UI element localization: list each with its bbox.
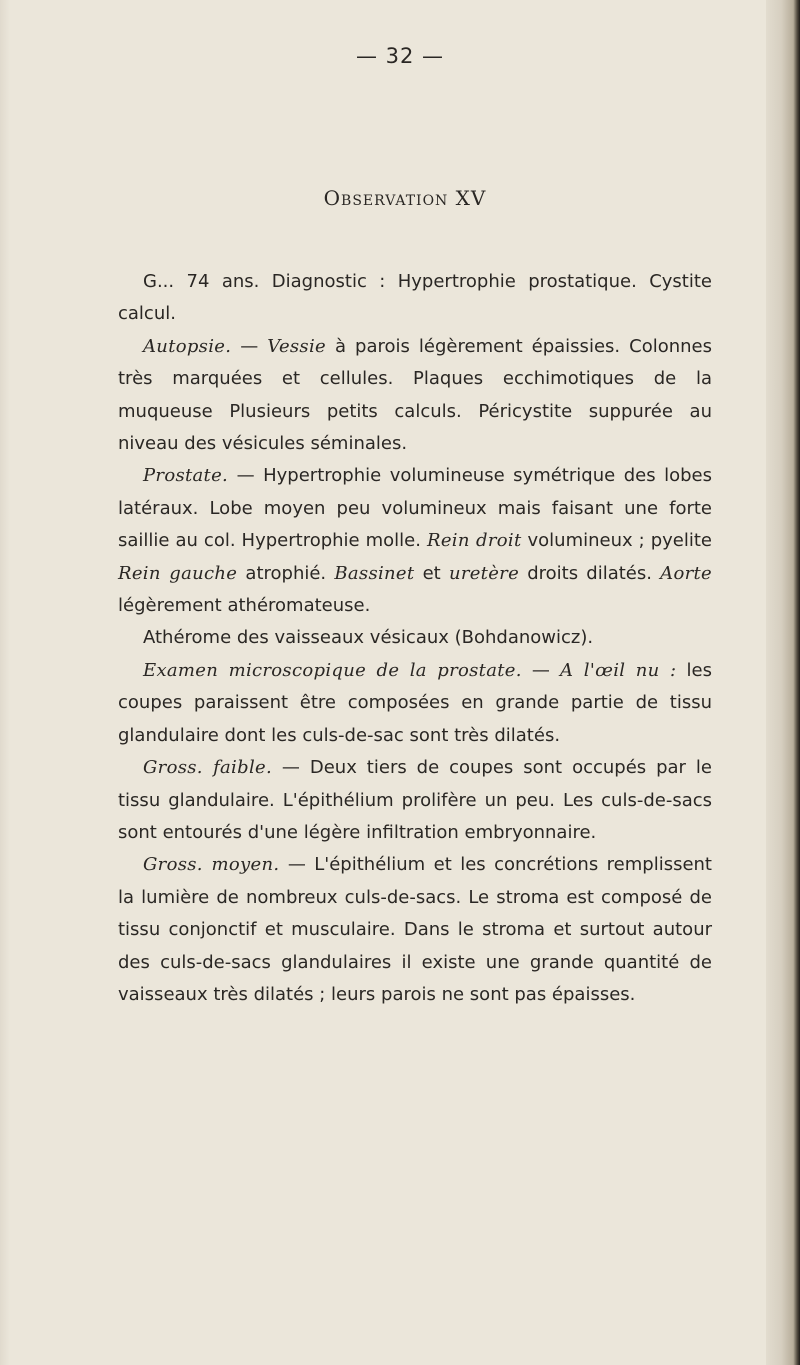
paragraph-intro	[118, 266, 712, 331]
italic-phrase: A l'œil nu :	[560, 659, 677, 681]
page-number: — 32 —	[355, 44, 445, 68]
paragraph-gross-moyen	[118, 849, 712, 1011]
paragraph-gross-faible	[118, 752, 712, 849]
italic-phrase: Vessie	[267, 335, 326, 357]
text-run: et	[414, 562, 449, 584]
paragraph-prostate	[118, 460, 712, 622]
italic-phrase: Examen microscopique de la prostate.	[143, 659, 522, 681]
text-run: légèrement athéromateuse.	[118, 595, 371, 617]
italic-phrase: Autopsie.	[143, 335, 232, 357]
text-run: Athérome des vaisseaux vésicaux (Bohdanowicz).	[143, 627, 594, 649]
text-run: droits dilatés.	[519, 562, 661, 584]
text-run: G... 74 ans. Diagnostic : Hypertrophie prostatique. Cystite calcul.	[118, 271, 712, 325]
text-run: —	[231, 335, 268, 357]
italic-phrase: Gross. moyen.	[143, 854, 280, 876]
text-run: — L'épithélium et les concrétions remplissent la lumière de nombreux culs-de-sacs. Le stroma est composé de tissu conjonctif et musculaire. Dans le stroma et surtout autour des culs-de-sacs glandulaires il existe une grande quantité de vaisseaux très dilatés ; leurs parois ne sont pas épaisses.	[118, 854, 712, 1005]
italic-phrase: Rein gauche	[118, 562, 238, 584]
italic-phrase: Gross. faible.	[143, 757, 272, 779]
observation-body	[118, 266, 712, 1011]
italic-phrase: Prostate.	[143, 465, 229, 487]
observation-heading: Observation XV	[323, 186, 487, 210]
italic-phrase: uretère	[448, 562, 520, 584]
paragraph-autopsie	[118, 331, 712, 461]
text-run: —	[521, 659, 561, 681]
italic-phrase: Rein droit	[426, 530, 522, 552]
text-run: les coupes paraissent être composées en grande partie de tissu glandulaire dont les culs-de-sac sont très dilatés.	[118, 659, 712, 746]
paragraph-examen	[118, 655, 712, 752]
paragraph-atherome	[118, 622, 712, 654]
italic-phrase: Aorte	[660, 562, 712, 584]
text-run: atrophié.	[237, 562, 335, 584]
text-run: — Deux tiers de coupes sont occupés par le tissu glandulaire. L'épithélium prolifère un peu. Les culs-de-sacs sont entourés d'une légère infiltration embryonnaire.	[118, 757, 712, 843]
text-run: volumineux ; pyelite	[521, 530, 713, 552]
text-run: — Hypertrophie volumineuse symétrique des lobes latéraux. Lobe moyen peu volumineux mais faisant une forte saillie au col. Hypertrophie molle.	[118, 465, 712, 552]
text-run: à parois légèrement épaissies. Colonnes très marquées et cellules. Plaques ecchimotiques de la muqueuse Plusieurs petits calculs. Péricystite suppurée au niveau des vésicules séminales.	[118, 335, 712, 455]
italic-phrase: Bassinet	[334, 562, 415, 584]
